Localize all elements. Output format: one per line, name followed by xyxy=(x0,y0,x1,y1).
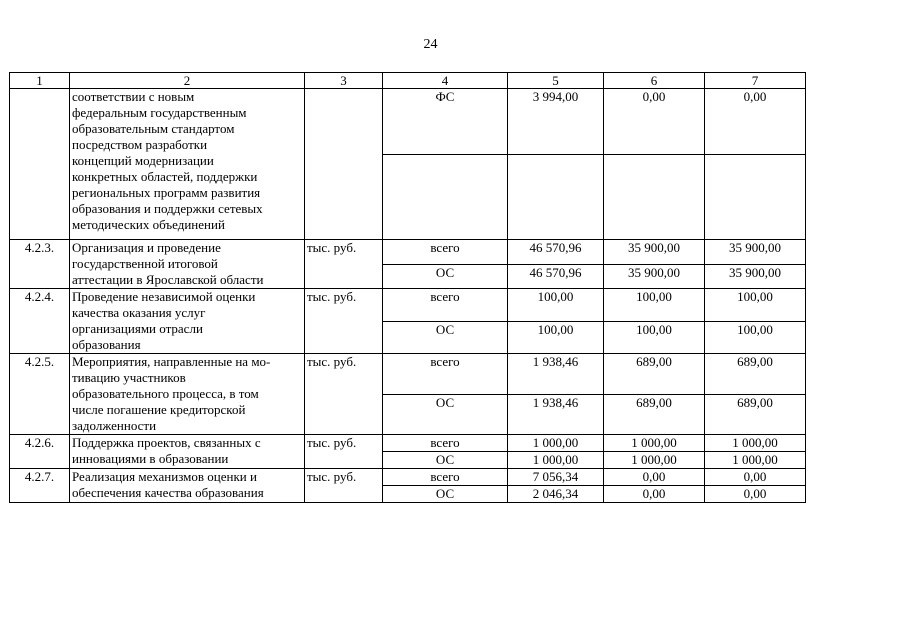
value-col-7: 1 000,00 xyxy=(705,452,806,469)
value-col-7: 0,00 xyxy=(705,89,806,155)
funding-source: ФС xyxy=(383,89,508,155)
value-col-7: 35 900,00 xyxy=(705,264,806,289)
table-row xyxy=(10,354,806,395)
value-col-6: 1 000,00 xyxy=(604,452,705,469)
header-cell: 1 xyxy=(10,73,70,89)
description-line: конкретных областей, поддержки xyxy=(72,169,258,184)
unit-cell xyxy=(305,89,383,240)
funding-source: всего xyxy=(383,289,508,322)
item-description xyxy=(70,469,305,503)
description-line: аттестации в Ярославской области xyxy=(72,272,264,287)
value-col-6: 100,00 xyxy=(604,321,705,354)
funding-source: ОС xyxy=(383,452,508,469)
item-description xyxy=(70,435,305,469)
value-col-7: 0,00 xyxy=(705,486,806,503)
header-cell: 6 xyxy=(604,73,705,89)
value-col-6: 35 900,00 xyxy=(604,240,705,265)
value-col-6: 689,00 xyxy=(604,354,705,395)
description-line: числе погашение кредиторской xyxy=(72,402,246,417)
value-col-7: 689,00 xyxy=(705,394,806,435)
value-col-7 xyxy=(705,155,806,240)
description-line: образовательного процесса, в том xyxy=(72,386,259,401)
value-col-5: 100,00 xyxy=(508,289,604,322)
funding-source: ОС xyxy=(383,394,508,435)
description-line: федеральным государственным xyxy=(72,105,247,120)
value-col-5: 1 000,00 xyxy=(508,452,604,469)
header-cell: 5 xyxy=(508,73,604,89)
description-line: качества оказания услуг xyxy=(72,305,206,320)
header-row xyxy=(10,73,806,89)
value-col-7: 100,00 xyxy=(705,321,806,354)
value-col-5: 1 938,46 xyxy=(508,394,604,435)
description-line: соответствии с новым xyxy=(72,89,195,104)
value-col-7: 35 900,00 xyxy=(705,240,806,265)
value-col-5: 3 994,00 xyxy=(508,89,604,155)
item-number: 4.2.6. xyxy=(10,435,70,469)
item-number xyxy=(10,89,70,240)
description-line: методических объединений xyxy=(72,217,225,232)
table-body xyxy=(10,73,806,503)
description-line: Проведение независимой оценки xyxy=(72,289,256,304)
header-cell: 3 xyxy=(305,73,383,89)
unit-cell: тыс. руб. xyxy=(305,354,383,435)
value-col-7: 1 000,00 xyxy=(705,435,806,452)
value-col-6: 0,00 xyxy=(604,486,705,503)
description-line: Реализация механизмов оценки и xyxy=(72,469,257,484)
value-col-5: 100,00 xyxy=(508,321,604,354)
value-col-6: 689,00 xyxy=(604,394,705,435)
funding-source: ОС xyxy=(383,264,508,289)
unit-cell: тыс. руб. xyxy=(305,289,383,354)
description-line: инновациями в образовании xyxy=(72,451,229,466)
table-row xyxy=(10,435,806,452)
funding-source: ОС xyxy=(383,321,508,354)
value-col-7: 100,00 xyxy=(705,289,806,322)
value-col-5: 1 938,46 xyxy=(508,354,604,395)
table-row xyxy=(10,469,806,486)
funding-source: ОС xyxy=(383,486,508,503)
funding-source: всего xyxy=(383,354,508,395)
value-col-5: 2 046,34 xyxy=(508,486,604,503)
header-cell: 4 xyxy=(383,73,508,89)
description-line: образования и поддержки сетевых xyxy=(72,201,263,216)
header-cell: 2 xyxy=(70,73,305,89)
description-line: Поддержка проектов, связанных с xyxy=(72,435,261,450)
description-line: образования xyxy=(72,337,141,352)
description-line: организациями отрасли xyxy=(72,321,203,336)
item-description xyxy=(70,240,305,289)
value-col-5: 46 570,96 xyxy=(508,264,604,289)
value-col-5: 46 570,96 xyxy=(508,240,604,265)
value-col-6: 35 900,00 xyxy=(604,264,705,289)
description-line: тивацию участников xyxy=(72,370,186,385)
unit-cell: тыс. руб. xyxy=(305,435,383,469)
description-line: обеспечения качества образования xyxy=(72,485,264,500)
value-col-6: 100,00 xyxy=(604,289,705,322)
page-number: 24 xyxy=(423,37,438,52)
value-col-5 xyxy=(508,155,604,240)
table-row xyxy=(10,89,806,155)
description-line: Мероприятия, направленные на мо- xyxy=(72,354,271,369)
value-col-7: 689,00 xyxy=(705,354,806,395)
unit-cell: тыс. руб. xyxy=(305,469,383,503)
description-line: Организация и проведение xyxy=(72,240,221,255)
funding-source: всего xyxy=(383,469,508,486)
description-line: задолженности xyxy=(72,418,157,433)
item-number: 4.2.3. xyxy=(10,240,70,289)
unit-cell: тыс. руб. xyxy=(305,240,383,289)
description-line: посредством разработки xyxy=(72,137,208,152)
funding-source: всего xyxy=(383,240,508,265)
item-description xyxy=(70,289,305,354)
value-col-7: 0,00 xyxy=(705,469,806,486)
item-number: 4.2.5. xyxy=(10,354,70,435)
description-line: региональных программ развития xyxy=(72,185,261,200)
table-row xyxy=(10,240,806,265)
value-col-5: 1 000,00 xyxy=(508,435,604,452)
description-line: концепций модернизации xyxy=(72,153,214,168)
value-col-6: 0,00 xyxy=(604,89,705,155)
value-col-5: 7 056,34 xyxy=(508,469,604,486)
value-col-6 xyxy=(604,155,705,240)
description-line: государственной итоговой xyxy=(72,256,218,271)
value-col-6: 0,00 xyxy=(604,469,705,486)
value-col-6: 1 000,00 xyxy=(604,435,705,452)
item-description xyxy=(70,89,305,240)
funding-source: всего xyxy=(383,435,508,452)
item-number: 4.2.7. xyxy=(10,469,70,503)
table-row xyxy=(10,289,806,322)
funding-source xyxy=(383,155,508,240)
item-description xyxy=(70,354,305,435)
description-line: образовательным стандартом xyxy=(72,121,235,136)
item-number: 4.2.4. xyxy=(10,289,70,354)
budget-table xyxy=(9,72,806,503)
header-cell: 7 xyxy=(705,73,806,89)
